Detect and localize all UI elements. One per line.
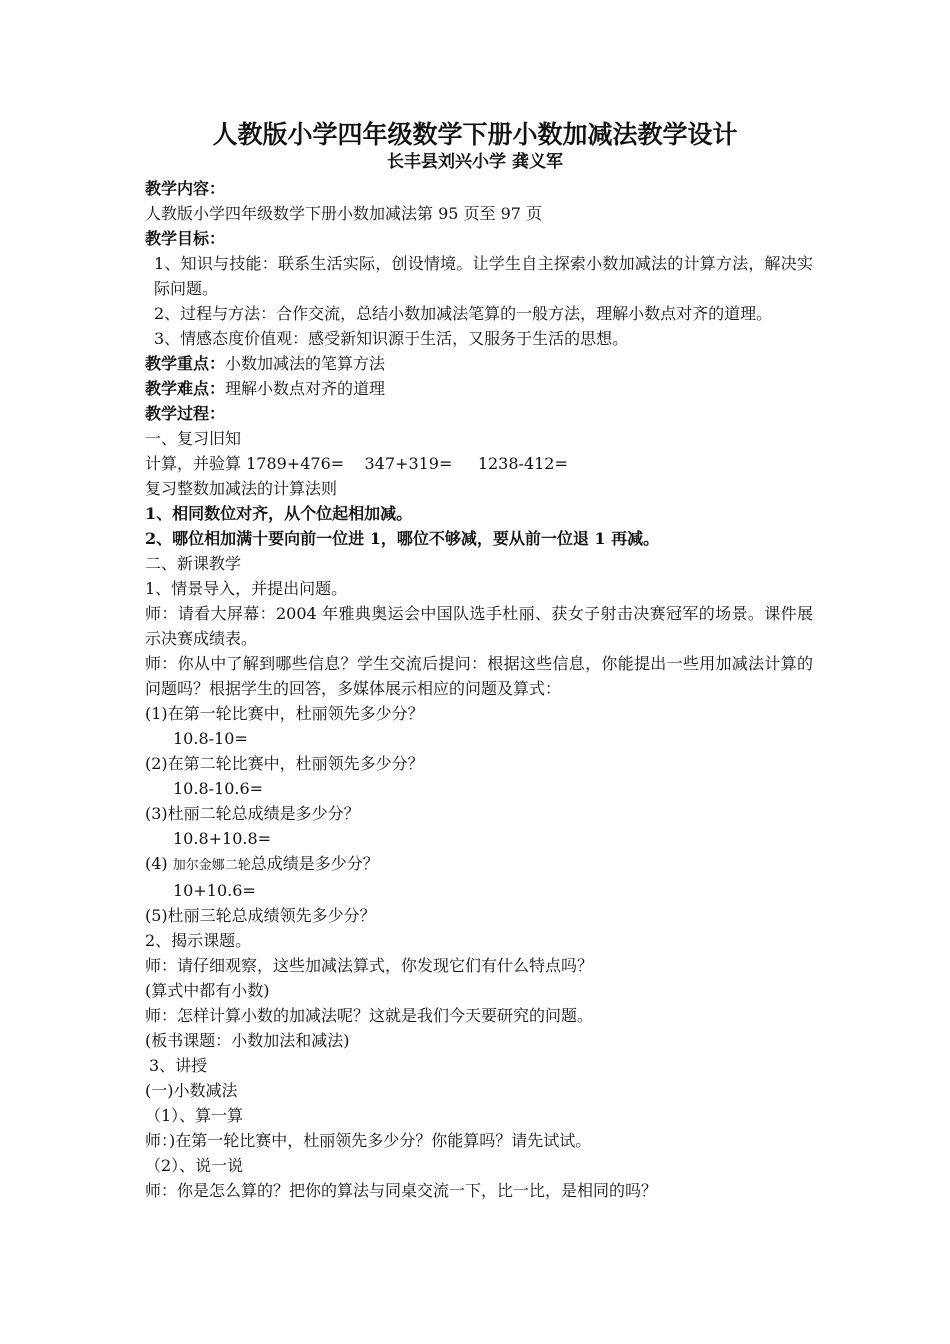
content-text: 人教版小学四年级数学下册小数加减法第 95 页至 97 页 xyxy=(145,204,543,223)
expression-1: 10.8-10= xyxy=(173,729,248,748)
key-text: 小数加减法的笔算方法 xyxy=(225,354,386,373)
teacher-line-5: 师：)在第一轮比赛中，杜丽领先多少分？你能算吗？请先试试。 xyxy=(145,1131,592,1150)
document-body xyxy=(145,176,813,1203)
difficulty-text: 理解小数点对齐的道理 xyxy=(225,379,386,398)
teacher-line-6: 师：你是怎么算的？把你的算法与同桌交流一下，比一比，是相同的吗？ xyxy=(145,1181,658,1200)
difficulty-point xyxy=(145,376,813,401)
teacher-line-2: 师：你从中了解到哪些信息？学生交流后提问：根据这些信息，你能提出一些用加减法计算的问题吗？根据学生的回答，多媒体展示相应的问题及算式： xyxy=(145,654,813,698)
goal-1: 1、知识与技能：联系生活实际，创设情境。让学生自主探索小数加减法的计算方法，解决实际问题。 xyxy=(154,254,813,298)
teacher-line-4: 师：怎样计算小数的加减法呢？这就是我们今天要研究的问题。 xyxy=(145,1006,594,1025)
expression-3: 10.8+10.8= xyxy=(173,829,272,848)
question-4-prefix: (4) xyxy=(145,854,173,873)
question-4-rest: 总成绩是多少分？ xyxy=(250,854,379,873)
rule-1: 1、相同数位对齐，从个位起相加减。 xyxy=(145,504,413,523)
difficulty-label: 教学难点： xyxy=(145,379,226,398)
review-heading: 一、复习旧知 xyxy=(145,429,242,448)
process-label: 教学过程： xyxy=(145,404,226,423)
calc-label: （1）、算一算 xyxy=(145,1106,244,1125)
question-4-name: 加尔金娜二轮 xyxy=(172,858,251,873)
subsection-1: (一)小数减法 xyxy=(145,1081,238,1100)
review-rules: 复习整数加减法的计算法则 xyxy=(145,479,338,498)
question-1: (1)在第一轮比赛中，杜丽领先多少分？ xyxy=(145,704,424,723)
question-4 xyxy=(145,851,813,878)
expression-2: 10.8-10.6= xyxy=(173,779,264,798)
content-label: 教学内容： xyxy=(145,179,226,198)
question-3: (3)杜丽二轮总成绩是多少分？ xyxy=(145,804,360,823)
say-label: （2）、说一说 xyxy=(145,1156,244,1175)
question-2: (2)在第二轮比赛中，杜丽领先多少分？ xyxy=(145,754,424,773)
key-point xyxy=(145,351,813,376)
goals-label: 教学目标： xyxy=(145,229,226,248)
step-1: 1、情景导入，并提出问题。 xyxy=(145,579,348,598)
step-3: 3、讲授 xyxy=(149,1056,208,1075)
goal-2: 2、过程与方法：合作交流，总结小数加减法笔算的一般方法，理解小数点对齐的道理。 xyxy=(154,304,773,323)
teacher-line-1: 师：请看大屏幕：2004 年雅典奥运会中国队选手杜丽、获女子射击决赛冠军的场景。课件展示决赛成绩表。 xyxy=(145,604,813,648)
question-5: (5)杜丽三轮总成绩领先多少分？ xyxy=(145,906,376,925)
document-subtitle: 长丰县刘兴小学 龚义军 xyxy=(387,152,563,172)
review-calc: 计算，并验算 1789+476= 347+319= 1238-412= xyxy=(145,454,568,473)
expression-4: 10+10.6= xyxy=(173,881,256,900)
goal-3: 3、情感态度价值观：感受新知识源于生活，又服务于生活的思想。 xyxy=(154,329,629,348)
new-heading: 二、新课教学 xyxy=(145,554,242,573)
answer-3: (算式中都有小数) xyxy=(145,981,270,1000)
rule-2: 2、哪位相加满十要向前一位进 1，哪位不够减，要从前一位退 1 再减。 xyxy=(145,529,660,548)
key-label: 教学重点： xyxy=(145,354,226,373)
board-title: (板书课题：小数加法和减法) xyxy=(145,1031,350,1050)
document-title: 人教版小学四年级数学下册小数加减法教学设计 xyxy=(212,120,738,149)
teacher-line-3: 师：请仔细观察，这些加减法算式，你发现它们有什么特点吗？ xyxy=(145,956,594,975)
step-2: 2、揭示课题。 xyxy=(145,931,252,950)
